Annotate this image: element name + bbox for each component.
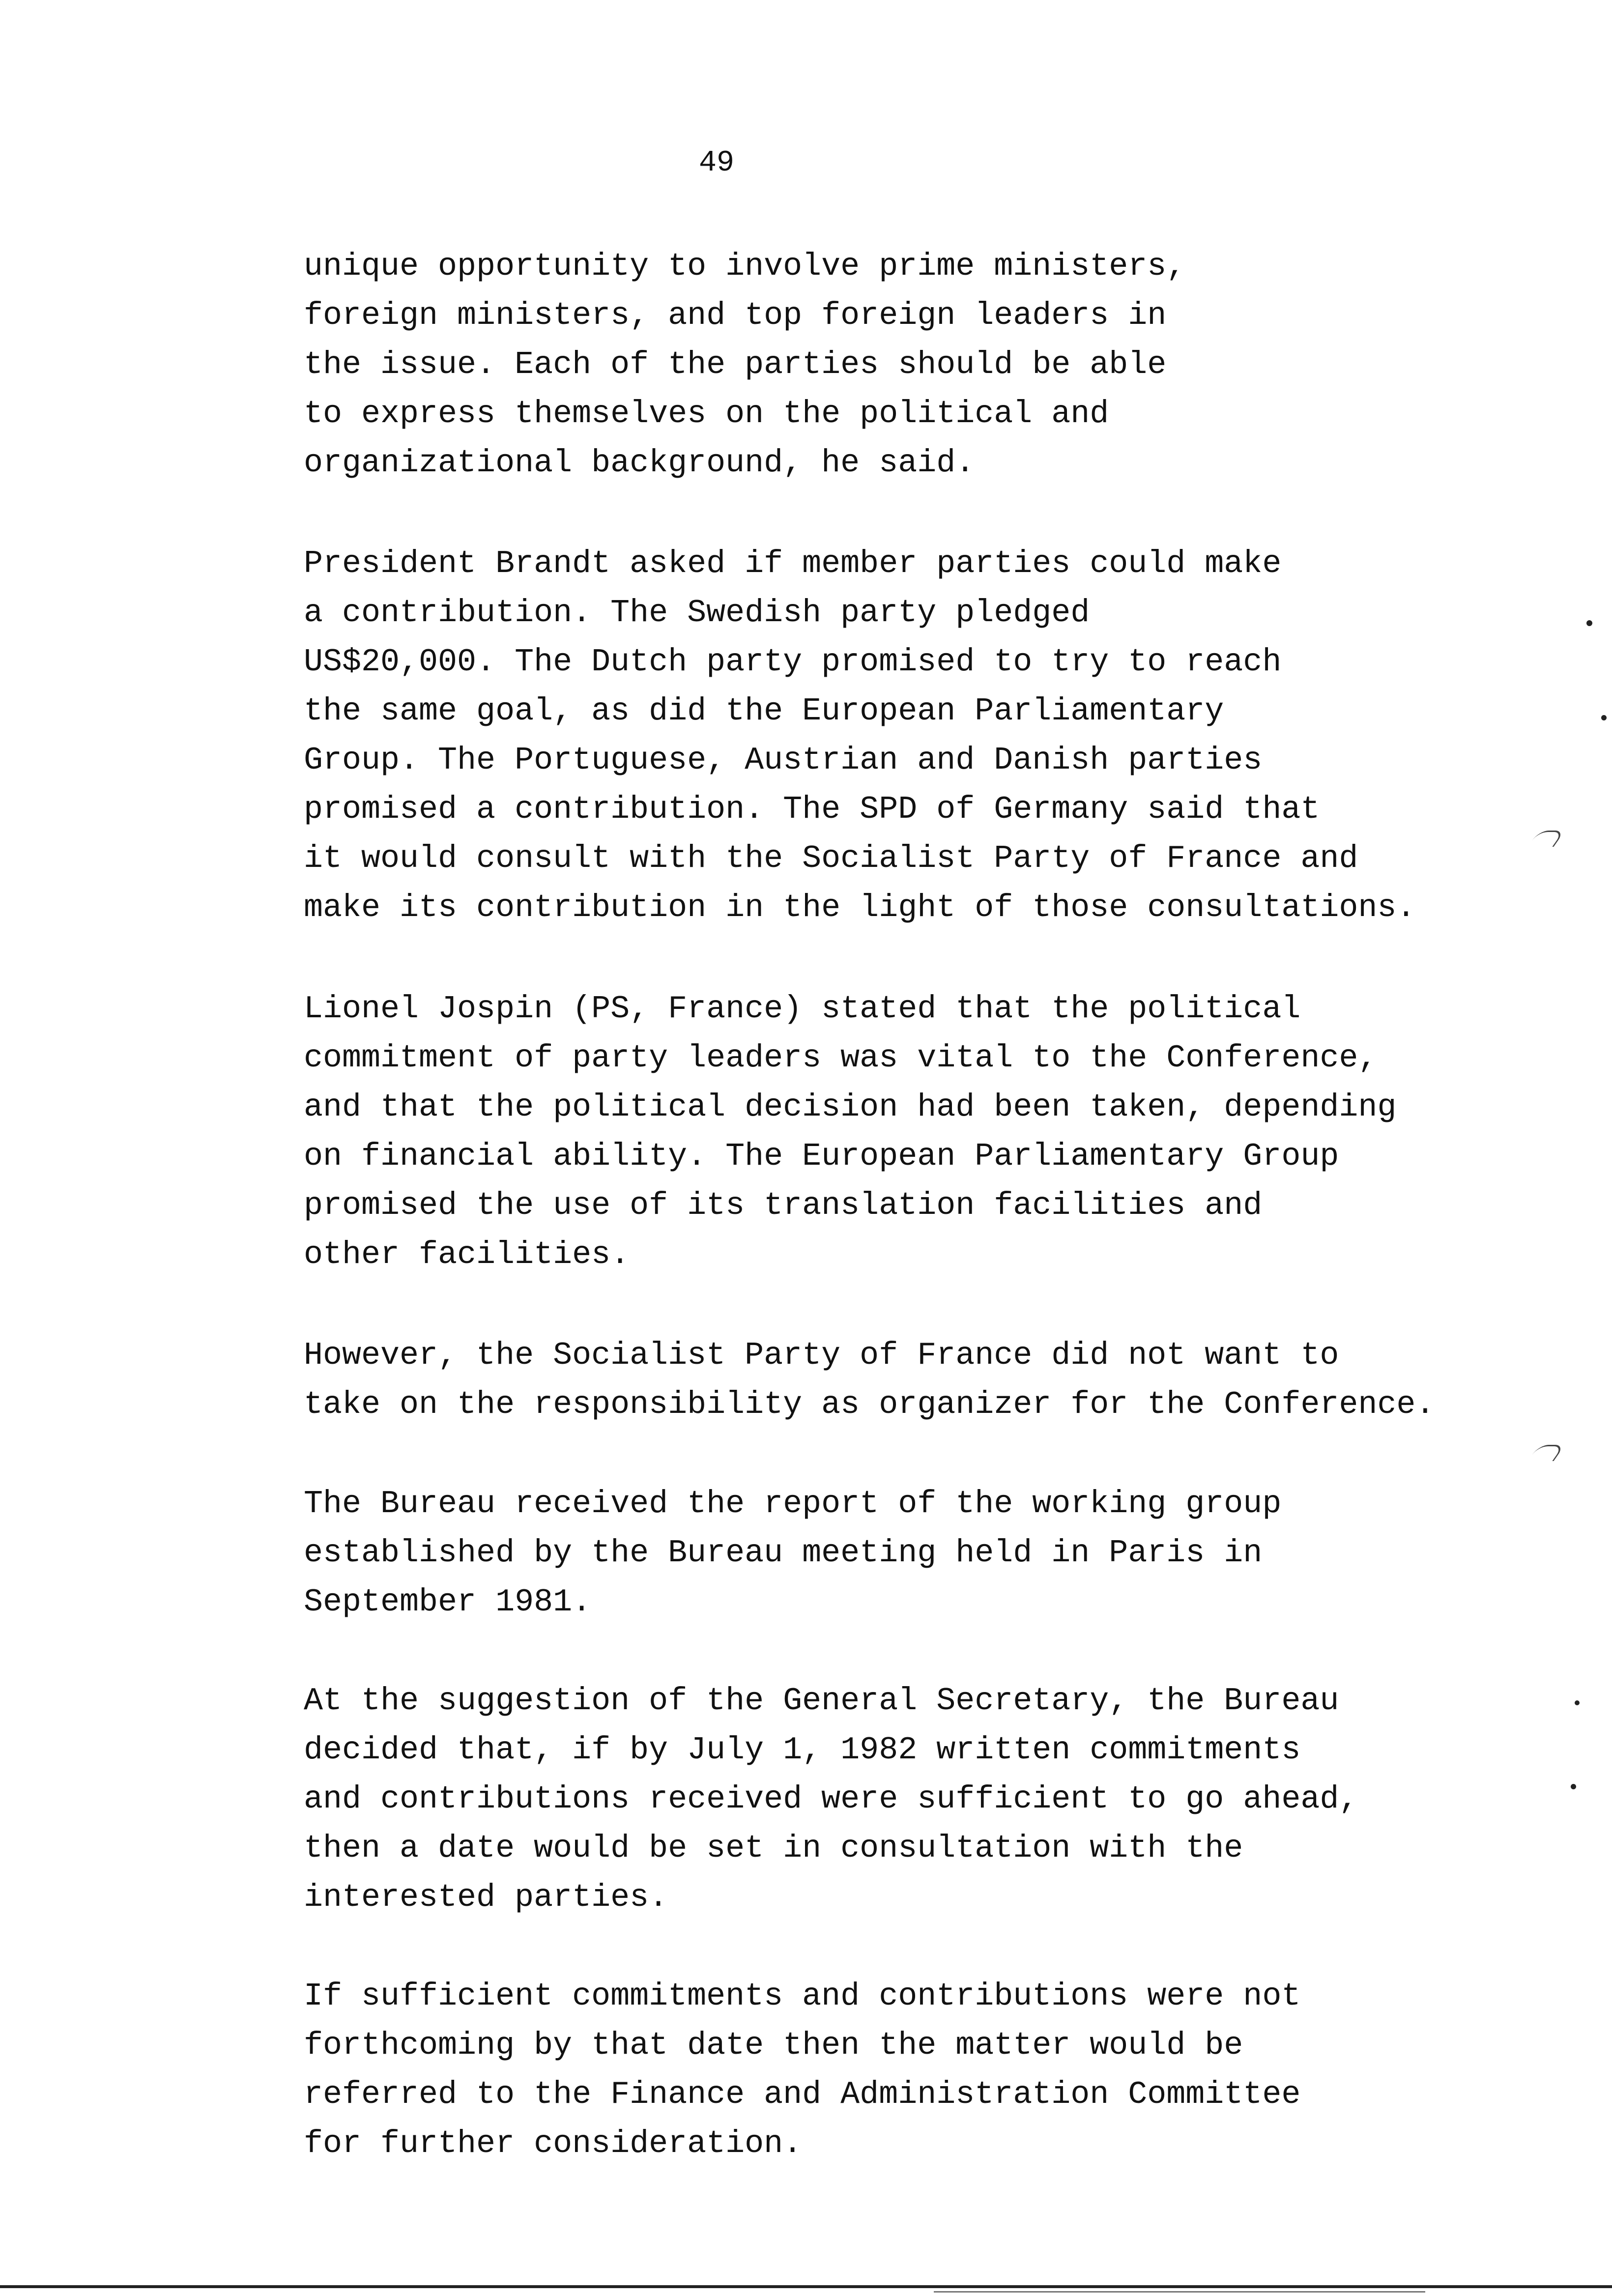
text-line: Group. The Portuguese, Austrian and Danish parties — [304, 742, 1263, 778]
paragraph-1 — [304, 242, 1185, 488]
text-line: unique opportunity to involve prime ministers, — [304, 248, 1186, 285]
margin-dot — [1601, 715, 1607, 720]
text-line: a contribution. The Swedish party pledged — [304, 595, 1090, 631]
text-line: and that the political decision had been taken, depending — [304, 1089, 1397, 1125]
text-line: President Brandt asked if member parties could make — [304, 545, 1282, 582]
text-line: The Bureau received the report of the working group — [304, 1486, 1282, 1522]
text-line: decided that, if by July 1, 1982 written commitments — [304, 1732, 1301, 1768]
text-line: At the suggestion of the General Secretary, the Bureau — [304, 1683, 1339, 1719]
paragraph-7 — [304, 1972, 1300, 2168]
text-line: it would consult with the Socialist Party of France and — [304, 840, 1358, 877]
paragraph-3 — [304, 984, 1396, 1279]
text-line: on financial ability. The European Parliamentary Group — [304, 1138, 1339, 1175]
text-line: referred to the Finance and Administration Committee — [304, 2076, 1301, 2113]
margin-scan-mark — [1527, 831, 1565, 847]
page-number: 49 — [699, 146, 735, 180]
paragraph-2 — [304, 539, 1415, 932]
text-line: take on the responsibility as organizer for the Conference. — [304, 1386, 1435, 1423]
paragraph-6 — [304, 1676, 1358, 1922]
text-line: and contributions received were sufficient to go ahead, — [304, 1781, 1358, 1817]
text-line: the issue. Each of the parties should be able — [304, 346, 1167, 383]
text-line: interested parties. — [304, 1879, 668, 1916]
text-line: US$20,000. The Dutch party promised to try to reach — [304, 644, 1282, 680]
bottom-rule — [0, 2285, 1612, 2288]
text-line: Lionel Jospin (PS, France) stated that the political — [304, 991, 1301, 1027]
text-line: foreign ministers, and top foreign leaders in — [304, 297, 1167, 334]
text-line: then a date would be set in consultation with the — [304, 1830, 1243, 1866]
text-line: make its contribution in the light of those consultations. — [304, 890, 1416, 926]
margin-dot — [1571, 1784, 1576, 1789]
text-line: However, the Socialist Party of France did not want to — [304, 1337, 1339, 1374]
margin-scan-mark — [1527, 1445, 1565, 1461]
paragraph-4 — [304, 1331, 1435, 1429]
margin-dot — [1586, 620, 1592, 626]
bottom-rule-secondary — [934, 2291, 1425, 2293]
text-line: If sufficient commitments and contributions were not — [304, 1978, 1301, 2014]
margin-dot — [1575, 1700, 1580, 1705]
text-line: other facilities. — [304, 1236, 630, 1273]
text-line: commitment of party leaders was vital to the Conference, — [304, 1040, 1378, 1076]
text-line: to express themselves on the political and — [304, 396, 1109, 432]
text-line: for further consideration. — [304, 2125, 803, 2162]
text-line: organizational background, he said. — [304, 445, 975, 481]
text-line: promised the use of its translation facilities and — [304, 1187, 1263, 1224]
text-line: established by the Bureau meeting held in Paris in — [304, 1535, 1263, 1571]
text-line: forthcoming by that date then the matter would be — [304, 2027, 1243, 2064]
paragraph-5 — [304, 1479, 1281, 1627]
text-line: the same goal, as did the European Parliamentary — [304, 693, 1224, 729]
text-line: September 1981. — [304, 1584, 592, 1620]
text-line: promised a contribution. The SPD of Germany said that — [304, 791, 1320, 828]
